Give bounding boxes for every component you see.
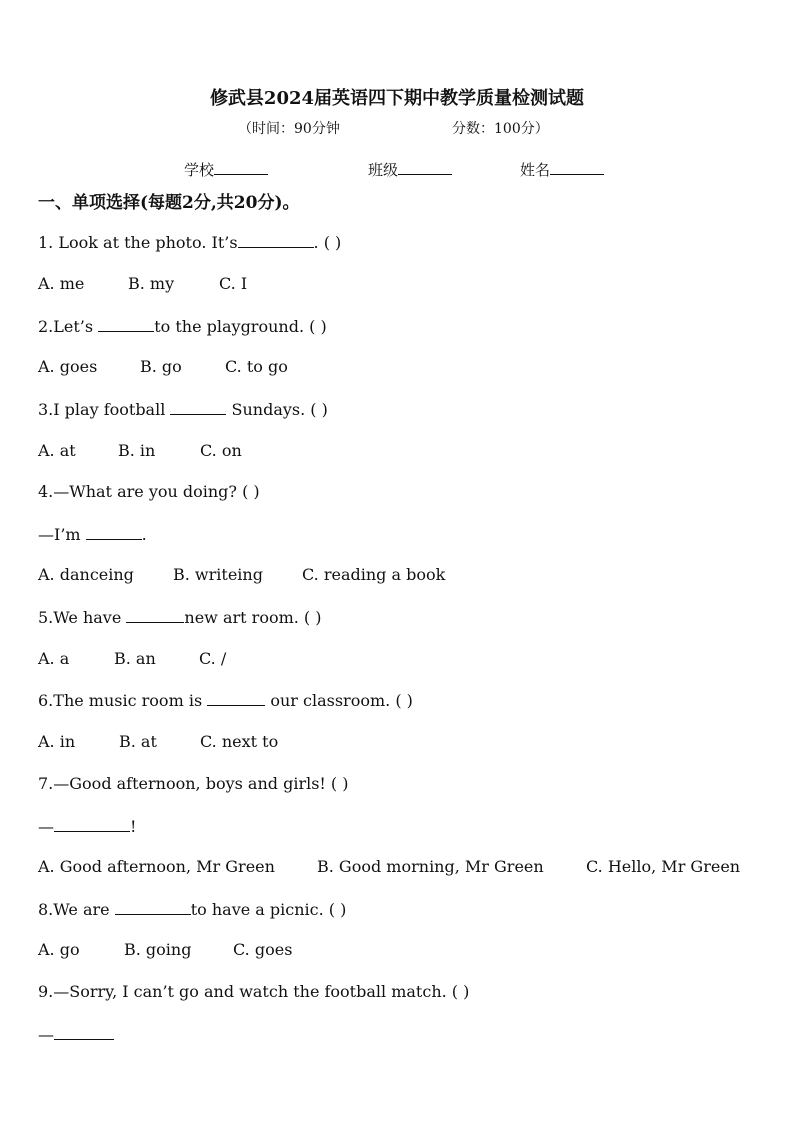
- answer-blank[interactable]: [98, 316, 154, 332]
- answer-blank[interactable]: [126, 607, 184, 623]
- question-text: 2.Let’s: [38, 317, 94, 336]
- question-text: 3.I play football: [38, 400, 166, 419]
- option-c[interactable]: C. /: [199, 649, 227, 668]
- question-text: !: [130, 817, 137, 836]
- option-b[interactable]: B. at: [119, 732, 157, 751]
- option-a[interactable]: A. Good afternoon, Mr Green: [38, 857, 275, 876]
- option-c[interactable]: C. to go: [225, 357, 288, 376]
- question-9-response: [38, 1024, 114, 1044]
- name-label: 姓名: [520, 161, 551, 179]
- option-b[interactable]: B. Good morning, Mr Green: [317, 857, 544, 876]
- question-8: [38, 899, 346, 919]
- question-text: .: [141, 525, 147, 544]
- school-label: 学校: [184, 161, 215, 179]
- question-text: new art room. ( ): [184, 608, 322, 627]
- question-5: [38, 607, 322, 627]
- answer-blank[interactable]: [54, 816, 130, 832]
- question-text: 1. Look at the photo. It’s: [38, 233, 238, 252]
- option-b[interactable]: B. my: [128, 274, 175, 293]
- option-a[interactable]: A. me: [38, 274, 85, 293]
- class-field: [368, 159, 452, 180]
- question-text: 7.—Good afternoon, boys and girls! ( ): [38, 774, 349, 793]
- name-field: [520, 159, 604, 180]
- question-text: to have a picnic. ( ): [190, 900, 347, 919]
- option-a[interactable]: A. a: [38, 649, 70, 668]
- answer-blank[interactable]: [115, 899, 191, 915]
- option-c[interactable]: C. goes: [233, 940, 293, 959]
- question-7-response: [38, 816, 136, 836]
- school-blank[interactable]: [214, 160, 268, 175]
- option-c[interactable]: C. Hello, Mr Green: [586, 857, 741, 876]
- question-text: —: [38, 817, 54, 836]
- question-4-response: [38, 524, 147, 544]
- answer-blank[interactable]: [86, 524, 142, 540]
- option-b[interactable]: B. going: [124, 940, 192, 959]
- page-title: 修武县2024届英语四下期中教学质量检测试题: [209, 88, 585, 109]
- question-2: [38, 316, 327, 336]
- option-a[interactable]: A. goes: [38, 357, 98, 376]
- answer-blank[interactable]: [238, 232, 314, 248]
- question-text: 9.—Sorry, I can’t go and watch the football match. ( ): [38, 982, 470, 1001]
- name-blank[interactable]: [550, 160, 604, 175]
- option-b[interactable]: B. an: [114, 649, 156, 668]
- answer-blank[interactable]: [54, 1024, 114, 1040]
- option-b[interactable]: B. in: [118, 441, 156, 460]
- question-text: 4.—What are you doing? ( ): [38, 482, 260, 501]
- question-4: [38, 482, 260, 501]
- question-9: [38, 982, 469, 1001]
- question-6: [38, 690, 413, 710]
- question-text: —: [38, 1025, 54, 1044]
- school-field: [184, 159, 268, 180]
- answer-blank[interactable]: [170, 399, 226, 415]
- class-blank[interactable]: [398, 160, 452, 175]
- question-text: to the playground. ( ): [154, 317, 327, 336]
- question-text: . ( ): [313, 233, 342, 252]
- question-text: Sundays. ( ): [231, 400, 328, 419]
- class-label: 班级: [368, 161, 399, 179]
- option-a[interactable]: A. in: [38, 732, 76, 751]
- option-c[interactable]: C. I: [219, 274, 248, 293]
- option-a[interactable]: A. go: [38, 940, 80, 959]
- question-1: [38, 232, 341, 252]
- option-a[interactable]: A. danceing: [38, 565, 134, 584]
- question-text: 8.We are: [38, 900, 110, 919]
- option-b[interactable]: B. go: [140, 357, 182, 376]
- question-text: —I’m: [38, 525, 81, 544]
- option-c[interactable]: C. reading a book: [302, 565, 446, 584]
- exam-score: 分数：100分）: [452, 121, 549, 137]
- option-b[interactable]: B. writeing: [173, 565, 263, 584]
- question-text: 5.We have: [38, 608, 122, 627]
- option-c[interactable]: C. next to: [200, 732, 279, 751]
- exam-time: （时间：90分钟: [238, 121, 340, 137]
- section-heading: 一、单项选择(每题2分,共20分)。: [38, 193, 300, 213]
- option-c[interactable]: C. on: [200, 441, 242, 460]
- question-text: our classroom. ( ): [270, 691, 413, 710]
- option-a[interactable]: A. at: [38, 441, 76, 460]
- question-7: [38, 774, 349, 793]
- question-text: 6.The music room is: [38, 691, 203, 710]
- answer-blank[interactable]: [207, 690, 265, 706]
- question-3: [38, 399, 328, 419]
